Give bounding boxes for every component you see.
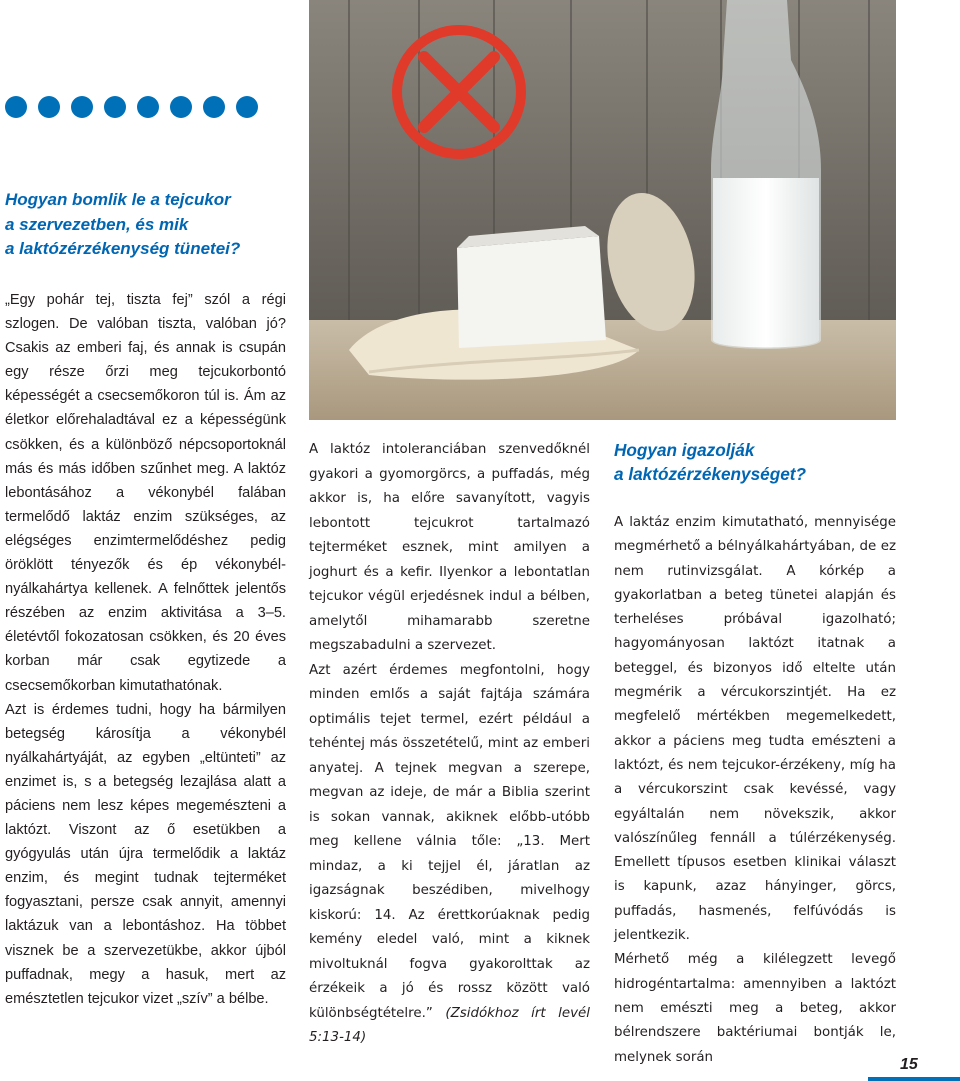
decorative-dot	[236, 96, 258, 118]
heading-line: Hogyan igazolják	[614, 440, 755, 460]
paragraph	[309, 659, 590, 1051]
heading-line: Hogyan bomlik le a tejcukor	[5, 190, 231, 209]
paragraph: A laktóz intoleranciában szenvedőknél gyakori a gyomorgörcs, a puffadás, még akkor is, ha előre savanyított, vagyis lebontott tejcukrot tartalmazó tejterméket esznek, mint amilyen a joghurt és a kefir. Ilyenkor a lebontatlan tejcukor végül erjedésnek indul a bélben, amelytől mihamarabb szeretne megszabadulni a szervezet.	[309, 442, 590, 653]
decorative-dot	[71, 96, 93, 118]
decorative-dot	[38, 96, 60, 118]
page-number-rule	[868, 1077, 960, 1081]
paragraph: Mérhető még a kilélegzett levegő hidrogéntartalma: amennyiben a laktózt nem emészti meg a beteg, akkor bélrendszere baktériumai bontják le, melynek során	[614, 952, 896, 1065]
dairy-photo	[309, 0, 896, 420]
decorative-dot	[5, 96, 27, 118]
decorative-dot	[203, 96, 225, 118]
decorative-dot	[170, 96, 192, 118]
heading-line: a laktózérzékenység tünetei?	[5, 239, 241, 258]
paragraph: A laktáz enzim kimutatható, mennyisége megmérhető a bélnyálkahártyában, de ez nem rutinvizsgálat. A kórkép a gyakorlatban a beteg tünetei alapján és terheléses próbával igazolható; hagyományosan laktózt itatnak a beteggel, és bizonyos idő eltelte után megmérik a vércukorszintjét. Ha ez megfelelő mértékben megemelkedett, akkor a páciens meg tudta emészteni a laktózt, és nem tejcukor-érzékeny, míg ha a vércukorszint csak kevéssé, vagy egyáltalán nem növekszik, akkor valószínűleg fennáll a túlérzékenység. Emellett típusos esetben klinikai választ is kapunk, azaz hányinger, görcs, puffadás, hasmenés, felfúvódás is jelentkezik.	[614, 515, 896, 944]
section-heading-right	[614, 438, 914, 486]
article-column-right	[614, 511, 896, 1070]
heading-line: a szervezetben, és mik	[5, 214, 189, 234]
bible-citation: (Zsidókhoz írt levél 5:13-14)	[309, 1005, 590, 1045]
article-column-middle	[309, 438, 590, 1051]
heading-line: a laktózérzékenységet?	[614, 464, 807, 484]
article-column-left	[5, 288, 286, 1011]
decorative-dot	[104, 96, 126, 118]
decorative-dot-row	[0, 96, 300, 120]
dairy-photo-illustration	[309, 0, 896, 420]
bible-quote-text: Azt azért érdemes megfontolni, hogy minden emlős a saját fajtája számára optimális tejet termel, ezért például a tehéntej más összetételű, mint az emberi anyatej. A tejnek megvan a szerepe, megvan az ideje, de már a Biblia szerint is sokan vannak, akiknek előbb-utóbb meg kellene válnia tőle: „13. Mert mindaz, a ki tejjel él, járatlan az igazságnak beszédiben, mivelhogy kiskorú: 14. Az érettkorúaknak pedig kemény eledel való, mint a kiknek mivoltuknál fogva gyakorolttak az érzékeik a jó és rossz között való különbségtételre.”	[309, 662, 590, 1021]
page-number: 15	[900, 1056, 918, 1073]
paragraph: Azt is érdemes tudni, hogy ha bármilyen betegség károsítja a vékonybél nyálkahártyáját, az egyben „eltünteti” az enzimet is, s a betegség lezajlása alatt a páciens nem lesz képes megemészteni a laktózt. Viszont az ő esetükben a gyógyulás után újra termelődik a laktáz enzim, és megint tudnak tejterméket fogyasztani, persze csak annyit, amennyi laktázuk van a lebontáshoz. Ha többet visznek be a szervezetükbe, akkor újból puffadnak, megy a hasuk, mert az emésztetlen tejcukor vizet „szív” a bélbe.	[5, 701, 286, 1007]
decorative-dot	[137, 96, 159, 118]
section-heading-left	[5, 188, 285, 262]
paragraph: „Egy pohár tej, tiszta fej” szól a régi szlogen. De valóban tiszta, valóban jó? Csakis az emberi faj, és annak is csupán egy része őrzi meg tejcukorbontó képességét a csecsemőkoron túl is. Ám az életkor előrehaladtával ez a képességünk csökken, és a különböző népcsoportoknál más és más időben szűnhet meg. A laktóz lebontásához a vékonybél falában termelődő laktáz enzim szükséges, az elégséges enzimtermelődéshez pedig öröklött tényezők és ép vékonybél-nyálkahártya kellenek. A felnőttek jelentős részében az enzim aktivitása a 3–5. életévtől fokozatosan csökken, és 20 éves korban már csak egytizede a csecsemőkorban kimutathatónak.	[5, 292, 286, 694]
